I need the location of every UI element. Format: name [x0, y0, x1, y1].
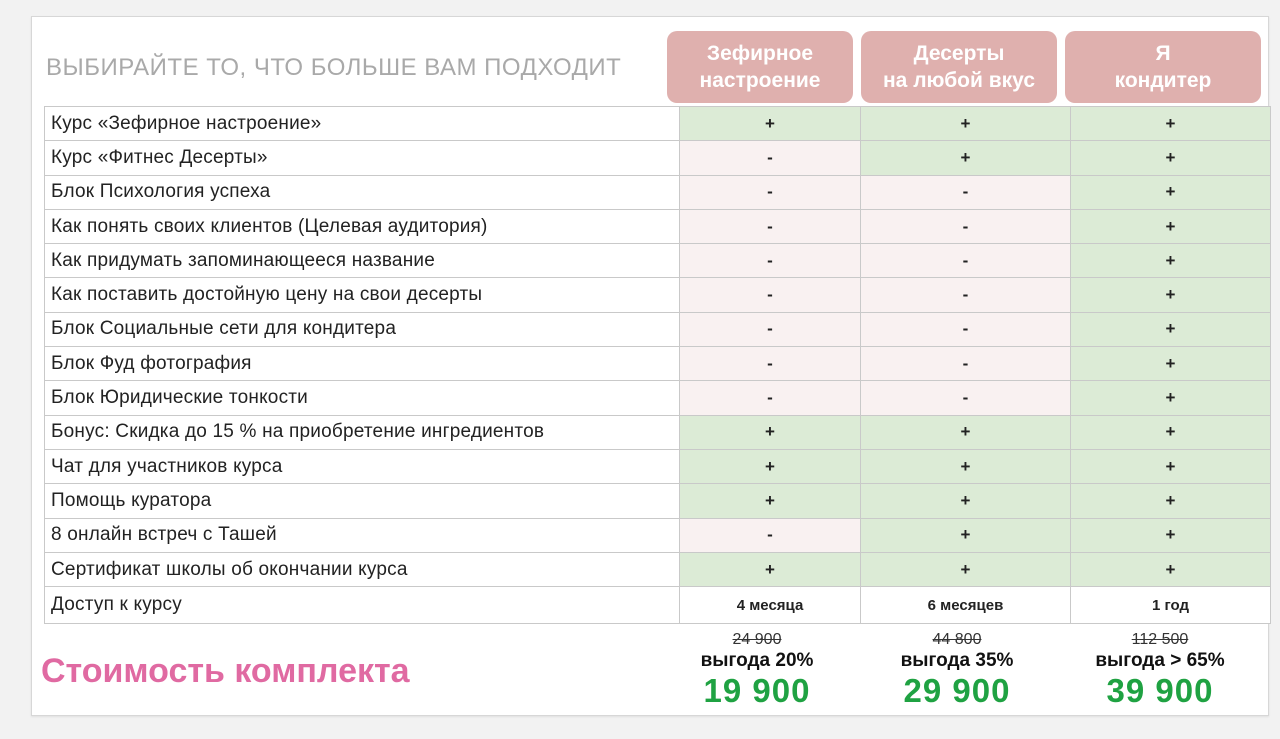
- cost-label: Стоимость комплекта: [41, 652, 410, 690]
- current-price: 29 900: [903, 672, 1011, 709]
- feature-label: Как понять своих клиентов (Целевая аудитория): [45, 209, 680, 243]
- feature-label: Помощь куратора: [45, 484, 680, 518]
- old-price: 24 900: [732, 631, 782, 648]
- table-row: [45, 107, 1271, 141]
- excluded-mark: -: [861, 278, 1071, 312]
- price-block-1: [657, 630, 857, 710]
- included-mark: +: [1071, 449, 1271, 483]
- table-row: [45, 484, 1271, 518]
- table-row: [45, 381, 1271, 415]
- feature-label: Курс «Фитнес Десерты»: [45, 141, 680, 175]
- benefit-label: выгода > 65%: [1095, 650, 1225, 671]
- excluded-mark: -: [680, 347, 861, 381]
- included-mark: +: [861, 518, 1071, 552]
- excluded-mark: -: [680, 312, 861, 346]
- current-price: 39 900: [1106, 672, 1214, 709]
- plan-header-2: Десерты на любой вкус: [861, 31, 1057, 103]
- included-mark: +: [680, 107, 861, 141]
- included-mark: +: [1071, 175, 1271, 209]
- excluded-mark: -: [861, 347, 1071, 381]
- excluded-mark: -: [680, 209, 861, 243]
- excluded-mark: -: [680, 244, 861, 278]
- table-row: [45, 518, 1271, 552]
- access-label: Доступ к курсу: [45, 587, 680, 624]
- excluded-mark: -: [861, 244, 1071, 278]
- included-mark: +: [861, 141, 1071, 175]
- included-mark: +: [1071, 107, 1271, 141]
- page-headline: ВЫБИРАЙТЕ ТО, ЧТО БОЛЬШЕ ВАМ ПОДХОДИТ: [46, 54, 622, 81]
- excluded-mark: -: [680, 278, 861, 312]
- table-row: [45, 278, 1271, 312]
- feature-label: Блок Социальные сети для кондитера: [45, 312, 680, 346]
- included-mark: +: [861, 484, 1071, 518]
- benefit-label: выгода 35%: [900, 650, 1014, 671]
- included-mark: +: [1071, 381, 1271, 415]
- included-mark: +: [680, 552, 861, 586]
- feature-label: Блок Психология успеха: [45, 175, 680, 209]
- feature-label: Бонус: Скидка до 15 % на приобретение ингредиентов: [45, 415, 680, 449]
- included-mark: +: [1071, 141, 1271, 175]
- excluded-mark: -: [861, 209, 1071, 243]
- included-mark: +: [1071, 484, 1271, 518]
- table-row: [45, 209, 1271, 243]
- included-mark: +: [1071, 415, 1271, 449]
- excluded-mark: -: [861, 175, 1071, 209]
- included-mark: +: [1071, 347, 1271, 381]
- comparison-table: [44, 106, 1271, 624]
- excluded-mark: -: [861, 312, 1071, 346]
- benefit-label: выгода 20%: [700, 650, 814, 671]
- excluded-mark: -: [680, 175, 861, 209]
- table-row: [45, 449, 1271, 483]
- included-mark: +: [1071, 518, 1271, 552]
- feature-label: Чат для участников курса: [45, 449, 680, 483]
- feature-label: Блок Юридические тонкости: [45, 381, 680, 415]
- plan-header-3: Я кондитер: [1065, 31, 1261, 103]
- plan-header-1: Зефирное настроение: [667, 31, 853, 103]
- old-price: 44 800: [932, 631, 982, 648]
- included-mark: +: [1071, 278, 1271, 312]
- table-row: [45, 415, 1271, 449]
- table-row: [45, 175, 1271, 209]
- table-row: [45, 244, 1271, 278]
- price-block-2: [857, 630, 1057, 710]
- table-row: [45, 552, 1271, 586]
- feature-label: Как поставить достойную цену на свои десерты: [45, 278, 680, 312]
- table-row: [45, 141, 1271, 175]
- feature-label: Курс «Зефирное настроение»: [45, 107, 680, 141]
- excluded-mark: -: [680, 381, 861, 415]
- feature-label: Как придумать запоминающееся название: [45, 244, 680, 278]
- excluded-mark: -: [680, 141, 861, 175]
- included-mark: +: [861, 449, 1071, 483]
- access-duration: 6 месяцев: [861, 587, 1071, 624]
- feature-label: Сертификат школы об окончании курса: [45, 552, 680, 586]
- feature-label: 8 онлайн встреч с Ташей: [45, 518, 680, 552]
- included-mark: +: [1071, 209, 1271, 243]
- included-mark: +: [861, 552, 1071, 586]
- current-price: 19 900: [703, 672, 811, 709]
- included-mark: +: [680, 415, 861, 449]
- included-mark: +: [861, 107, 1071, 141]
- included-mark: +: [1071, 552, 1271, 586]
- excluded-mark: -: [861, 381, 1071, 415]
- access-row: [45, 587, 1271, 624]
- included-mark: +: [680, 449, 861, 483]
- old-price: 112 500: [1131, 631, 1189, 648]
- included-mark: +: [680, 484, 861, 518]
- table-row: [45, 312, 1271, 346]
- table-row: [45, 347, 1271, 381]
- access-duration: 4 месяца: [680, 587, 861, 624]
- included-mark: +: [1071, 244, 1271, 278]
- excluded-mark: -: [680, 518, 861, 552]
- included-mark: +: [1071, 312, 1271, 346]
- access-duration: 1 год: [1071, 587, 1271, 624]
- included-mark: +: [861, 415, 1071, 449]
- price-block-3: [1060, 630, 1260, 710]
- feature-label: Блок Фуд фотография: [45, 347, 680, 381]
